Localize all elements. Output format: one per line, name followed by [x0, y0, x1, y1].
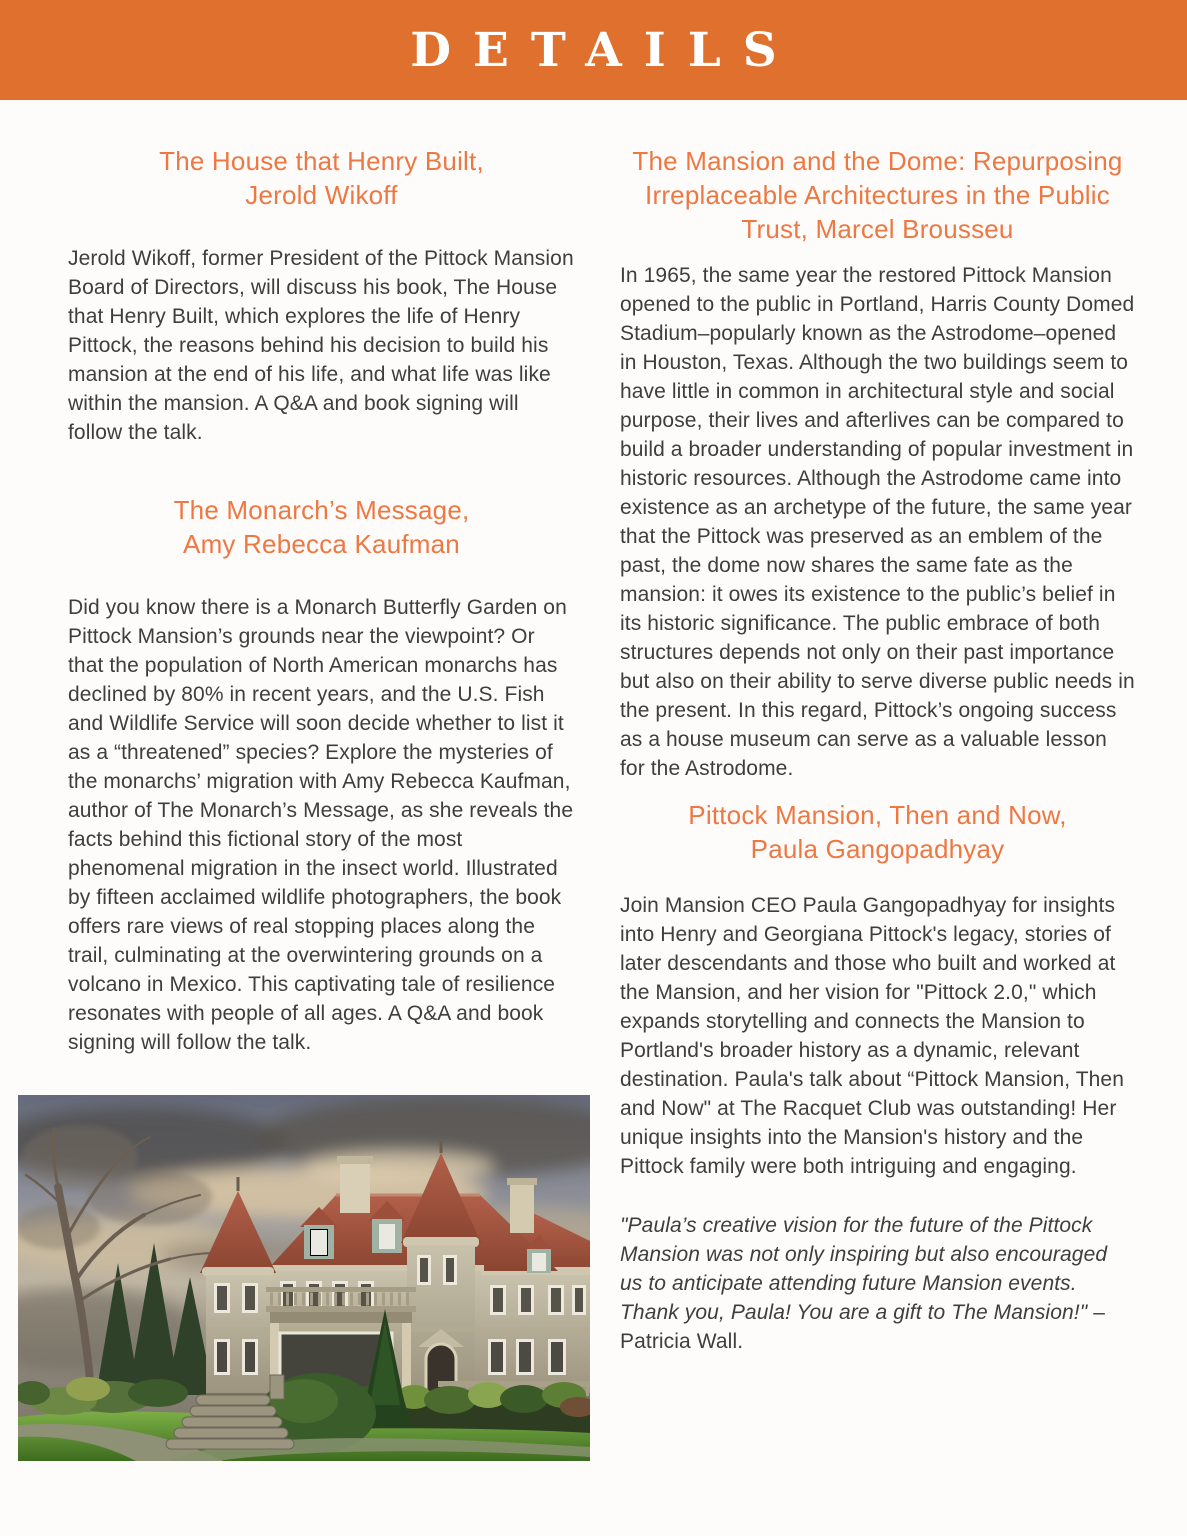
heading-line: The House that Henry Built, [159, 146, 484, 176]
section-body: In 1965, the same year the restored Pittock Mansion opened to the public in Portland, Harris County Domed Stadium–popularly known as the Astrodome–opened in Houston, Texas. Although the two buildings seem to have little in common in architectural style and social purpose, their lives and afterlives can be compared to build a broader understanding of popular investment in historic resources. Although the Astrodome came into existence as an archetype of the future, the same year that the Pittock was preserved as an emblem of the past, the dome now shares the same fate as the mansion: it owes its existence to the public’s belief in its historic significance. The public embrace of both structures depends not only on their past importance but also on their ability to serve diverse public needs in the present. In this regard, Pittock’s ongoing success as a house museum can serve as a valuable lesson for the Astrodome. [620, 264, 1135, 780]
section-body: Jerold Wikoff, former President of the Pittock Mansion Board of Directors, will discuss his book, The House that Henry Built, which explores the life of Henry Pittock, the reasons behind his decision to build his mansion at the end of his life, and what life was like within the mansion. A Q&A and book signing will follow the talk. [68, 247, 574, 444]
section-house-that-henry-built [68, 144, 575, 447]
section-heading [68, 493, 575, 561]
section-heading [620, 798, 1135, 866]
section-heading: The Mansion and the Dome: Repurposing Irreplaceable Architectures in the Public Trust, Marcel Brousseu [632, 146, 1123, 244]
right-column [620, 144, 1135, 1461]
section-body: Did you know there is a Monarch Butterfly Garden on Pittock Mansion’s grounds near the viewpoint? Or that the population of North American monarchs has declined by 80% in recent years, and the U.S. Fish and Wildlife Service will soon decide whether to list it as a “threatened” species? Explore the mysteries of the monarchs’ migration with Amy Rebecca Kaufman, author of The Monarch’s Message, as she reveals the facts behind this fictional story of the most phenomenal migration in the insect world. Illustrated by fifteen acclaimed wildlife photographers, the book offers rare views of real stopping places along the trail, culminating at the overwintering grounds on a volcano in Mexico. This captivating tale of resilience resonates with people of all ages. A Q&A and book signing will follow the talk. [68, 596, 574, 1054]
section-mansion-and-dome [620, 144, 1135, 783]
quote-attribution: – Patricia Wall. [620, 1301, 1105, 1353]
section-body: Join Mansion CEO Paula Gangopadhyay for insights into Henry and Georgiana Pittock's legacy, stories of later descendants and those who built and worked at the Mansion, and her vision for "Pittock 2.0," which expands storytelling and connects the Mansion to Portland's broader history as a dynamic, relevant destination. Paula's talk about “Pittock Mansion, Then and Now" at The Racquet Club was outstanding! Her unique insights into the Mansion's history and the Pittock family were both intriguing and engaging. [620, 894, 1124, 1178]
section-monarchs-message [68, 493, 575, 1057]
pittock-mansion-photo [18, 1095, 590, 1461]
section-then-and-now [620, 798, 1135, 1356]
testimonial-quote [620, 1211, 1135, 1356]
heading-line: Pittock Mansion, Then and Now, [688, 800, 1067, 830]
heading-line: Jerold Wikoff [245, 180, 398, 210]
quote-text: "Paula’s creative vision for the future of the Pittock Mansion was not only inspiring but also encouraged us to anticipate attending future Mansion events. Thank you, Paula! You are a gift to The Mansion!" [620, 1214, 1108, 1324]
section-heading [68, 144, 575, 212]
left-column [68, 144, 575, 1461]
heading-line: Amy Rebecca Kaufman [183, 529, 460, 559]
heading-line: The Monarch’s Message, [173, 495, 470, 525]
page-title: DETAILS [410, 22, 799, 78]
page-header [0, 0, 1187, 100]
heading-line: Paula Gangopadhyay [750, 834, 1005, 864]
content [0, 100, 1187, 1461]
mansion-illustration [18, 1095, 590, 1461]
